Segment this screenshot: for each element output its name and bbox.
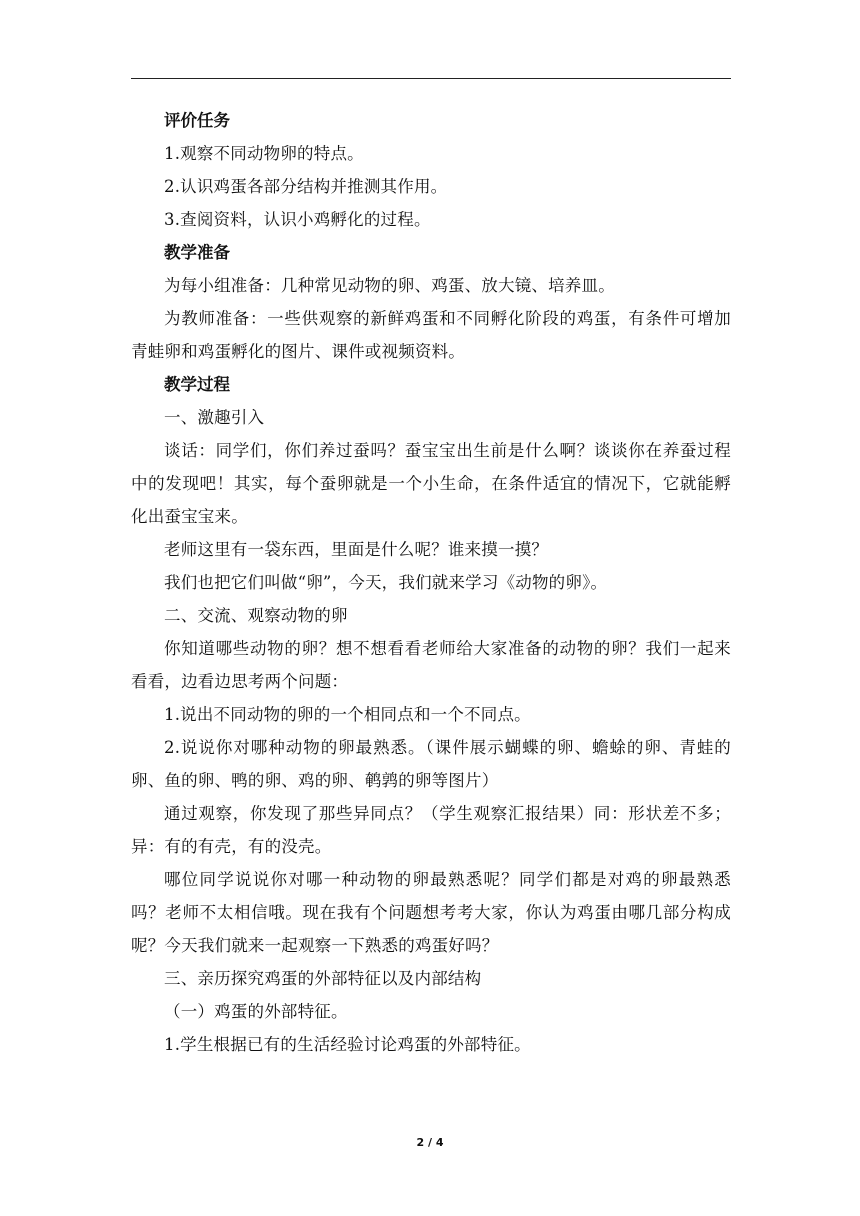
paragraph: 3.查阅资料，认识小鸡孵化的过程。 (164, 210, 431, 229)
section-heading: 评价任务 (164, 111, 230, 130)
header-rule (131, 78, 731, 79)
paragraph: 一、激趣引入 (164, 408, 265, 427)
paragraph: 二、交流、观察动物的卵 (164, 606, 348, 625)
paragraph: 为教师准备：一些供观察的新鲜鸡蛋和不同孵化阶段的鸡蛋，有条件可增加青蛙卵和鸡蛋孵化的图片、课件或视频资料。 (131, 309, 731, 361)
paragraph: 老师这里有一袋东西，里面是什么呢？谁来摸一摸？ (164, 540, 549, 559)
paragraph: 1.学生根据已有的生活经验讨论鸡蛋的外部特征。 (164, 1035, 531, 1054)
paragraph: 2.说说你对哪种动物的卵最熟悉。（课件展示蝴蝶的卵、蟾蜍的卵、青蛙的卵、鱼的卵、鸭的卵、鸡的卵、鹌鹑的卵等图片） (131, 738, 731, 790)
document-body (131, 104, 731, 1061)
paragraph: 你知道哪些动物的卵？想不想看看老师给大家准备的动物的卵？我们一起来看看，边看边思考两个问题： (131, 639, 731, 691)
page-number: 2 / 4 (416, 1136, 444, 1149)
paragraph: 三、亲历探究鸡蛋的外部特征以及内部结构 (164, 969, 482, 988)
paragraph: （一）鸡蛋的外部特征。 (164, 1002, 348, 1021)
paragraph: 1.说出不同动物的卵的一个相同点和一个不同点。 (164, 705, 531, 724)
paragraph: 谈话：同学们，你们养过蚕吗？蚕宝宝出生前是什么啊？谈谈你在养蚕过程中的发现吧！其实，每个蚕卵就是一个小生命，在条件适宜的情况下，它就能孵化出蚕宝宝来。 (131, 441, 731, 526)
paragraph: 哪位同学说说你对哪一种动物的卵最熟悉呢？同学们都是对鸡的卵最熟悉吗？老师不太相信哦。现在我有个问题想考考大家，你认为鸡蛋由哪几部分构成呢？今天我们就来一起观察一下熟悉的鸡蛋好吗？ (131, 870, 731, 955)
section-heading: 教学过程 (164, 375, 230, 394)
paragraph: 为每小组准备：几种常见动物的卵、鸡蛋、放大镜、培养皿。 (164, 276, 615, 295)
paragraph: 1.观察不同动物卵的特点。 (164, 144, 364, 163)
paragraph: 2.认识鸡蛋各部分结构并推测其作用。 (164, 177, 448, 196)
paragraph: 通过观察，你发现了那些异同点？（学生观察汇报结果）同：形状差不多；异：有的有壳，有的没壳。 (131, 804, 731, 856)
section-heading: 教学准备 (164, 243, 230, 262)
paragraph: 我们也把它们叫做“卵”，今天，我们就来学习《动物的卵》。 (164, 573, 608, 592)
